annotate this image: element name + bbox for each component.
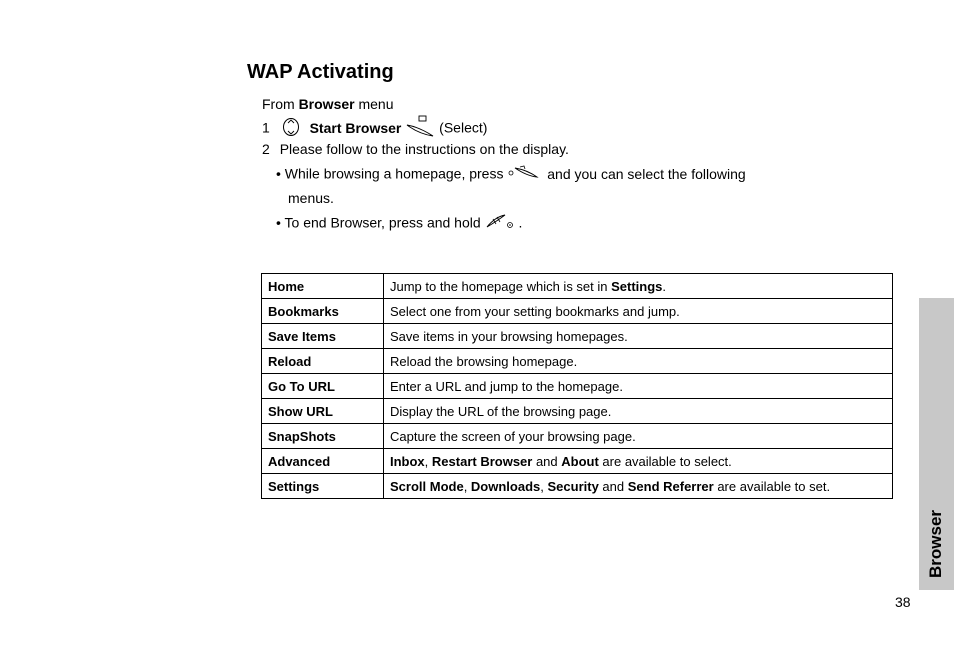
- menu-item-name: Advanced: [262, 449, 384, 474]
- bullet-1-continued: menus.: [288, 190, 334, 206]
- menu-item-description: Reload the browsing homepage.: [384, 349, 893, 374]
- menu-item-description: Select one from your setting bookmarks and jump.: [384, 299, 893, 324]
- nav-key-icon: [282, 117, 300, 141]
- table-row: [262, 349, 893, 374]
- bullet-1-pre: • While browsing a homepage, press: [276, 165, 504, 182]
- menu-item-name: Home: [262, 274, 384, 299]
- table-row: [262, 374, 893, 399]
- table-row: [262, 274, 893, 299]
- table-row: [262, 449, 893, 474]
- side-tab-label: Browser: [925, 509, 945, 578]
- step-1-action: Start Browser: [309, 119, 402, 136]
- table-row: [262, 324, 893, 349]
- send-key-icon: [507, 164, 539, 186]
- bullet-1: [276, 164, 746, 186]
- menu-item-name: Save Items: [262, 324, 384, 349]
- browser-menu-table: [261, 273, 893, 499]
- table-row: [262, 399, 893, 424]
- intro-browser: Browser: [298, 96, 355, 112]
- menu-item-name: Go To URL: [262, 374, 384, 399]
- bullet-1-post: and you can select the following: [547, 165, 746, 182]
- table-row: [262, 299, 893, 324]
- page-number: 38: [895, 594, 911, 610]
- bullet-2: [276, 213, 522, 235]
- step-2-text: Please follow to the instructions on the display.: [279, 141, 569, 157]
- table-row: [262, 474, 893, 499]
- menu-item-description: Scroll Mode, Downloads, Security and Send Referrer are available to set.: [384, 474, 893, 499]
- end-key-icon: [485, 213, 515, 235]
- step-1-select: (Select): [439, 119, 488, 136]
- step-2-number: 2: [262, 141, 270, 157]
- menu-item-description: Enter a URL and jump to the homepage.: [384, 374, 893, 399]
- step-1-number: 1: [262, 119, 270, 136]
- menu-item-name: Show URL: [262, 399, 384, 424]
- menu-item-description: Inbox, Restart Browser and About are available to select.: [384, 449, 893, 474]
- section-side-tab: [919, 298, 954, 590]
- page-title: WAP Activating: [247, 61, 394, 83]
- soft-key-icon: [405, 115, 435, 143]
- bullet-2-post: .: [518, 214, 523, 231]
- intro-from: From: [262, 96, 295, 112]
- menu-item-name: Bookmarks: [262, 299, 384, 324]
- step-1: [262, 115, 487, 143]
- menu-item-name: Reload: [262, 349, 384, 374]
- menu-item-description: Jump to the homepage which is set in Settings.: [384, 274, 893, 299]
- step-2: [262, 140, 569, 158]
- bullet-2-pre: • To end Browser, press and hold: [276, 214, 481, 231]
- menu-table-body: [262, 274, 893, 499]
- menu-item-name: SnapShots: [262, 424, 384, 449]
- menu-item-description: Display the URL of the browsing page.: [384, 399, 893, 424]
- menu-item-name: Settings: [262, 474, 384, 499]
- intro-line: [262, 95, 394, 113]
- menu-item-description: Capture the screen of your browsing page.: [384, 424, 893, 449]
- intro-menu: menu: [358, 96, 394, 112]
- menu-item-description: Save items in your browsing homepages.: [384, 324, 893, 349]
- table-row: [262, 424, 893, 449]
